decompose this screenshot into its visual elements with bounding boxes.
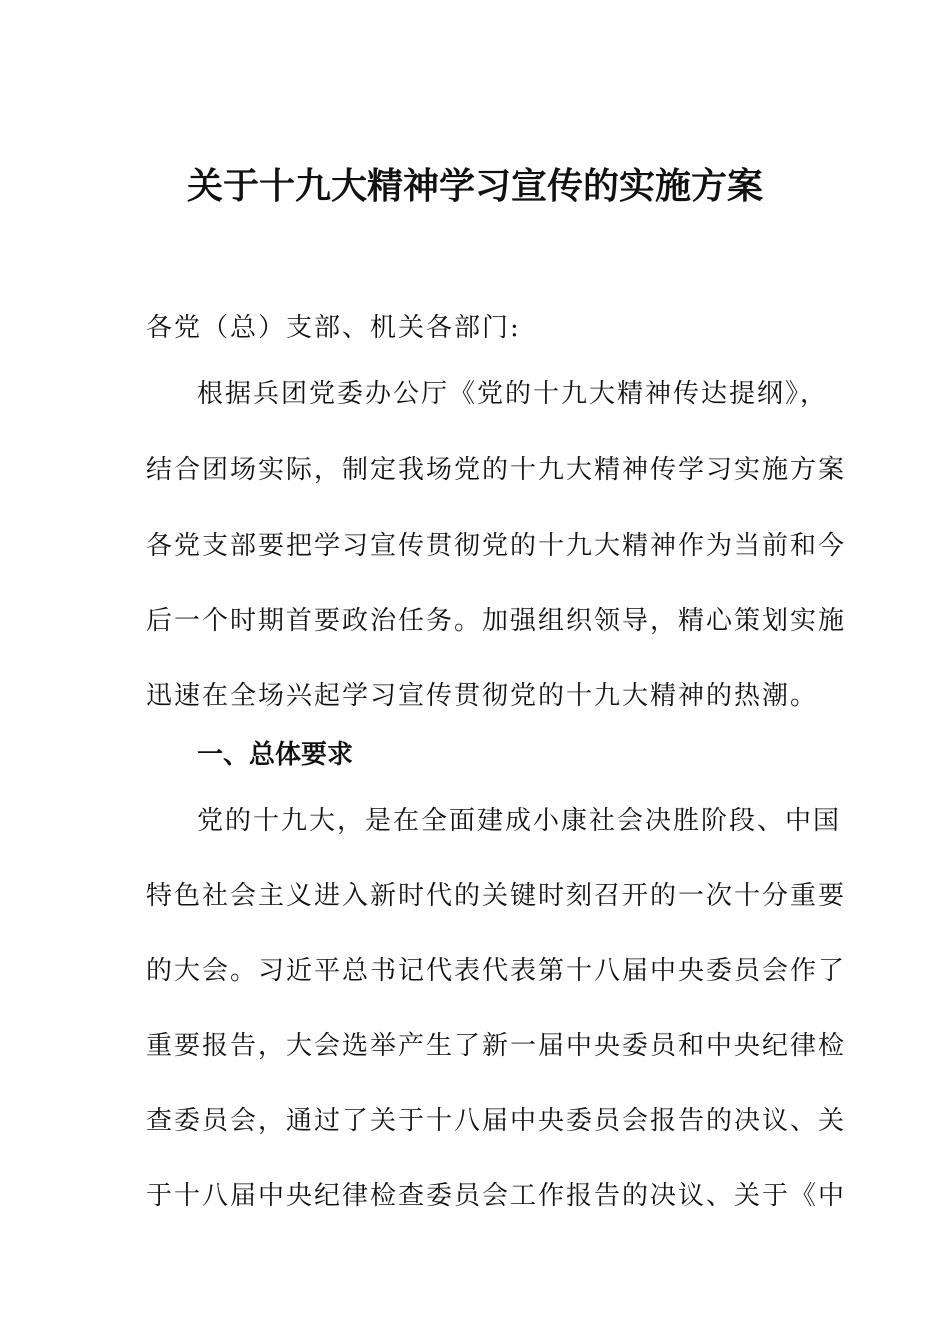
paragraph-1-line: 迅速在全场兴起学习宣传贯彻党的十九大精神的热潮。 (146, 681, 819, 711)
paragraph-2-line: 党的十九大，是在全面建成小康社会决胜阶段、中国 (197, 806, 842, 836)
salutation: 各党（总）支部、机关各部门: (146, 313, 521, 343)
paragraph-2-line: 特色社会主义进入新时代的关键时刻召开的一次十分重要 (146, 881, 847, 911)
paragraph-1-line: 根据兵团党委办公厅《党的十九大精神传达提纲》， (197, 379, 829, 409)
paragraph-2-line: 重要报告，大会选举产生了新一届中央委员和中央纪律检 (146, 1031, 847, 1061)
paragraph-2-line: 查委员会，通过了关于十八届中央委员会报告的决议、关 (146, 1106, 847, 1136)
paragraph-2-line: 于十八届中央纪律检查委员会工作报告的决议、关于《中 (146, 1181, 847, 1211)
document-title: 关于十九大精神学习宣传的实施方案 (186, 165, 763, 207)
paragraph-2-line: 的大会。习近平总书记代表代表第十八届中央委员会作了 (146, 956, 847, 986)
paragraph-1-line: 结合团场实际，制定我场党的十九大精神传学习实施方案 (146, 455, 847, 485)
paragraph-1-line: 各党支部要把学习宣传贯彻党的十九大精神作为当前和今 (146, 531, 847, 561)
section-heading: 一、总体要求 (197, 740, 354, 770)
paragraph-1-line: 后一个时期首要政治任务。加强组织领导，精心策划实施 (146, 606, 847, 636)
